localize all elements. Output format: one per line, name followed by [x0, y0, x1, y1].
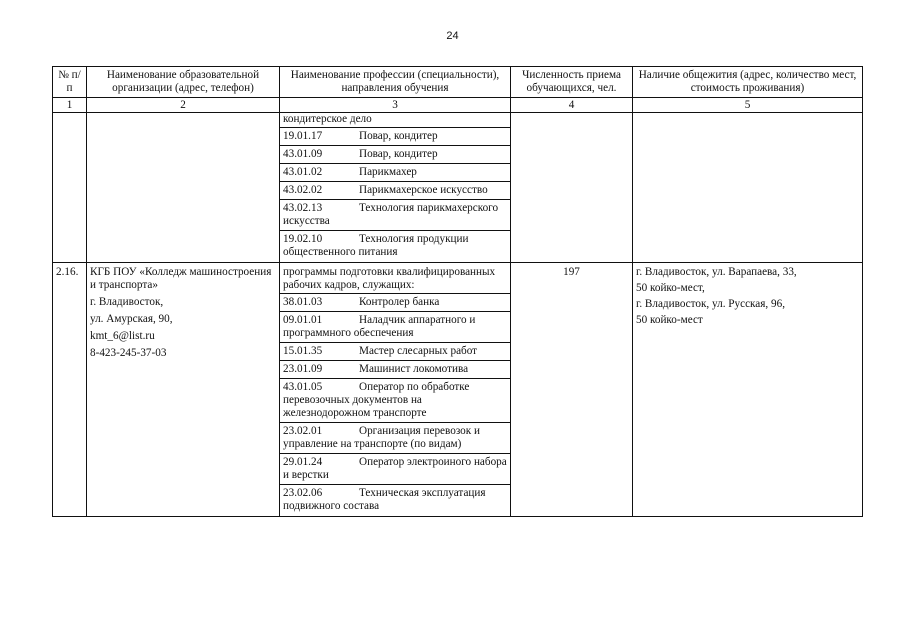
program-name: Организация перевозок и управление на транспорте (по видам): [283, 425, 480, 450]
program-name: Техническая эксплуатация подвижного состава: [283, 487, 486, 512]
program-code: 23.02.06: [283, 487, 323, 499]
program-name: Повар, кондитер: [359, 130, 438, 142]
program-name: Повар, кондитер: [359, 148, 438, 160]
org-email: kmt_6@list.ru: [90, 330, 155, 342]
program-entry: [280, 343, 510, 361]
row-num: 2.16.: [53, 263, 87, 517]
program-code: 38.01.03: [283, 296, 323, 308]
page-number: 24: [446, 30, 459, 42]
program-code: 23.02.01: [283, 425, 323, 437]
program-entry: [280, 146, 510, 164]
program-list: [283, 294, 507, 515]
program-name: Технология парикмахерского искусства: [283, 202, 499, 227]
header-dorm: Наличие общежития (адрес, количество мест, стоимость проживания): [633, 67, 863, 98]
program-name: Парикмахерское искусство: [359, 184, 488, 196]
col-number: 3: [280, 98, 511, 113]
col-number: 5: [633, 98, 863, 113]
dorm-cell: [633, 113, 863, 263]
dorm-cell: [633, 263, 863, 517]
program-name: Контролер банка: [359, 296, 440, 308]
program-code: 19.02.10: [283, 233, 323, 245]
org-city: г. Владивосток,: [90, 296, 164, 308]
program-name: Парикмахер: [359, 166, 417, 178]
program-intro: программы подготовки квалифицированных рабочих кадров, служащих:: [280, 264, 510, 294]
col-number: 2: [87, 98, 280, 113]
header-profession: Наименование профессии (специальности), направления обучения: [280, 67, 511, 98]
program-name: Технология продукции общественного питания: [283, 233, 469, 258]
admission-cell: [511, 113, 633, 263]
header-num: № п/п: [53, 67, 87, 98]
table-row-continuation: [53, 113, 863, 263]
column-number-row: [53, 98, 863, 113]
program-code: 43.01.02: [283, 166, 323, 178]
program-code: 43.02.02: [283, 184, 323, 196]
program-code: 09.01.01: [283, 314, 323, 326]
org-cell: [87, 263, 280, 517]
program-entry: [280, 423, 510, 454]
dorm-address-1: г. Владивосток, ул. Варапаева, 33,: [636, 266, 797, 278]
dorm-places-2: 50 койко-мест: [636, 314, 703, 326]
col-number: 4: [511, 98, 633, 113]
org-street: ул. Амурская, 90,: [90, 313, 173, 325]
program-entry: [280, 182, 510, 200]
org-cell: [87, 113, 280, 263]
program-name: Машинист локомотива: [359, 363, 469, 375]
program-entry: [280, 485, 510, 515]
program-entry: [280, 128, 510, 146]
program-entry: [280, 294, 510, 312]
header-org: Наименование образовательной организации (адрес, телефон): [87, 67, 280, 98]
table-row-2-16: [53, 263, 863, 517]
program-name: Наладчик аппаратного и программного обеспечения: [283, 314, 476, 339]
program-code: 23.01.09: [283, 363, 323, 375]
header-admission: Численность приема обучающихся, чел.: [511, 67, 633, 98]
program-entry: [280, 361, 510, 379]
program-code: 15.01.35: [283, 345, 323, 357]
org-name: КГБ ПОУ «Колледж машиностроения и транспорта»: [90, 266, 272, 291]
program-entry: [280, 200, 510, 231]
program-code: 29.01.24: [283, 456, 323, 468]
program-code: 19.01.17: [283, 130, 323, 142]
org-phone: 8-423-245-37-03: [90, 347, 167, 359]
program-entry: [280, 379, 510, 423]
program-entry: [280, 164, 510, 182]
program-entry: [280, 312, 510, 343]
program-name: Оператор по обработке перевозочных документов на железнодорожном транспорте: [283, 381, 470, 419]
row-num-cell: [53, 113, 87, 263]
program-entry: [280, 231, 510, 261]
program-entry: [280, 454, 510, 485]
dorm-address-2: г. Владивосток, ул. Русская, 96,: [636, 298, 785, 310]
program-code: 43.01.09: [283, 148, 323, 160]
header-row: [53, 67, 863, 98]
program-code: 43.02.13: [283, 202, 323, 214]
program-name: Мастер слесарных работ: [359, 345, 478, 357]
profession-cell: [280, 263, 511, 517]
dorm-places-1: 50 койко-мест,: [636, 282, 705, 294]
program-name: Оператор электроиного набора и верстки: [283, 456, 507, 481]
admission-table: [52, 66, 863, 517]
program-code: 43.01.05: [283, 381, 323, 393]
continuation-first-line: кондитерское дело: [280, 113, 510, 128]
profession-cell: [280, 113, 511, 263]
admission-count: 197: [511, 263, 633, 517]
col-number: 1: [53, 98, 87, 113]
program-list: [283, 128, 507, 261]
